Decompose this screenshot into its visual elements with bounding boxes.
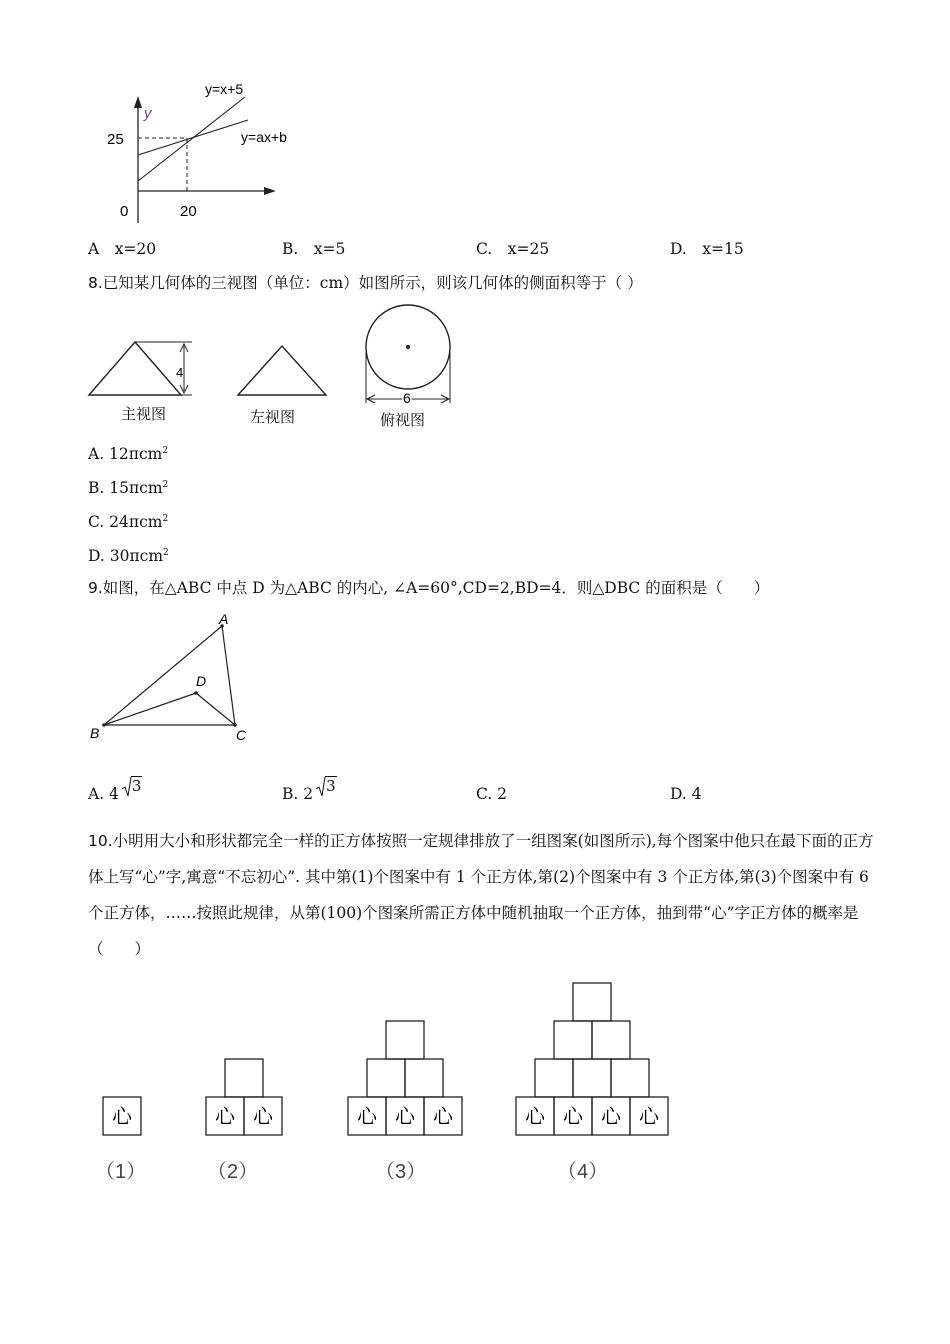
cube — [592, 1021, 630, 1059]
q10-number: 10. — [88, 832, 113, 850]
q8-option-c: C. 24πcm$^2$ — [88, 513, 169, 531]
q7-option-c: C. x=25 — [476, 240, 550, 258]
label-b: B — [90, 725, 100, 741]
q10-cube-patterns — [95, 975, 685, 1195]
q8-option-a: A. 12πcm$^2$ — [88, 445, 169, 463]
q9-option-b: B. 2 3 — [282, 777, 336, 803]
caption-2: （2） — [207, 1161, 259, 1183]
caption-3: （3） — [375, 1161, 427, 1183]
caption-4: （4） — [557, 1161, 609, 1183]
q8-option-d: D. 30πcm$^2$ — [88, 547, 169, 565]
cube — [611, 1059, 649, 1097]
q9-option-a: A. 4 3 — [88, 777, 142, 803]
front-view-triangle — [89, 342, 184, 395]
caption-front-view: 主视图 — [121, 405, 167, 423]
q9-triangle-figure — [85, 608, 265, 748]
cube-heart-char: 心 — [395, 1106, 415, 1128]
q8-question — [88, 273, 643, 293]
cube — [386, 1021, 424, 1059]
segment-dc — [196, 693, 235, 725]
cube-heart-char: 心 — [525, 1106, 545, 1128]
cube-groups — [103, 983, 668, 1135]
q7-option-a: A x=20 — [88, 240, 157, 258]
cube — [367, 1059, 405, 1097]
y-axis-label: y — [144, 105, 152, 122]
q8-number: 8. — [88, 274, 103, 292]
height-label: 4 — [176, 365, 184, 380]
q7-option-d: D. x=15 — [670, 240, 744, 258]
q9-option-d: D. 4 — [670, 785, 702, 803]
label-d: D — [196, 673, 207, 689]
caption-top-view: 俯视图 — [380, 411, 426, 429]
point-b — [102, 723, 106, 727]
cube-heart-char: 心 — [215, 1106, 235, 1128]
cube — [225, 1059, 263, 1097]
cube — [573, 983, 611, 1021]
cube — [535, 1059, 573, 1097]
cube — [405, 1059, 443, 1097]
q10-stem: 小明用大小和形状都完全一样的正方体按照一定规律排放了一组图案(如图所示),每个图案中他只在最下面的正方体上写“心”字,寓意“不忘初心”. 其中第(1)个图案中有 1 个正方体,第(2)个图案中有 3 个正方体,第(3)个图案中有 6 个正方体，……按照此规律，从第(100)个图案所需正方体中随机抽取一个正方体，抽到带“心”字正方体的概率是（ ） — [88, 832, 874, 958]
line-y-x-plus-5 — [138, 97, 245, 181]
width-label: 6 — [403, 390, 411, 406]
q7-option-b: B. x=5 — [282, 240, 346, 258]
point-d — [194, 691, 198, 695]
q8-option-b: B. 15πcm$^2$ — [88, 479, 169, 497]
segment-bd — [104, 693, 196, 725]
cube-heart-char: 心 — [253, 1106, 273, 1128]
cube-heart-char: 心 — [357, 1106, 377, 1128]
origin-label: 0 — [120, 203, 129, 220]
y-axis-arrow — [134, 96, 142, 108]
caption-1: （1） — [95, 1161, 147, 1183]
q7-graph — [100, 78, 310, 228]
triangle-abc — [104, 626, 235, 725]
left-view-triangle — [238, 346, 326, 395]
q9-question — [88, 578, 769, 598]
label-c: C — [236, 727, 247, 743]
y-tick-25: 25 — [107, 131, 124, 148]
q8-stem: 已知某几何体的三视图（单位：cm）如图所示，则该几何体的侧面积等于（ ） — [102, 274, 643, 292]
q9-option-c: C. 2 — [476, 785, 508, 803]
q9-number: 9. — [88, 579, 103, 597]
q9-stem: 如图，在△ABC 中点 D 为△ABC 的内心, ∠A=60°,CD=2,BD=4．则△DBC 的面积是（ ） — [102, 579, 770, 597]
label-y-ax-plus-b: y=ax+b — [241, 129, 287, 145]
label-y-x-plus-5: y=x+5 — [205, 81, 244, 97]
top-view-center — [406, 345, 410, 349]
x-axis-arrow — [264, 187, 276, 195]
cube-heart-char: 心 — [639, 1106, 659, 1128]
q10-question — [88, 823, 878, 967]
label-a: A — [219, 611, 229, 627]
cube-heart-char: 心 — [563, 1106, 583, 1128]
cube-heart-char: 心 — [433, 1106, 453, 1128]
caption-left-view: 左视图 — [250, 408, 296, 426]
cube-heart-char: 心 — [112, 1106, 132, 1128]
cube-heart-char: 心 — [601, 1106, 621, 1128]
cube — [573, 1059, 611, 1097]
x-tick-20: 20 — [180, 203, 197, 220]
cube — [554, 1021, 592, 1059]
